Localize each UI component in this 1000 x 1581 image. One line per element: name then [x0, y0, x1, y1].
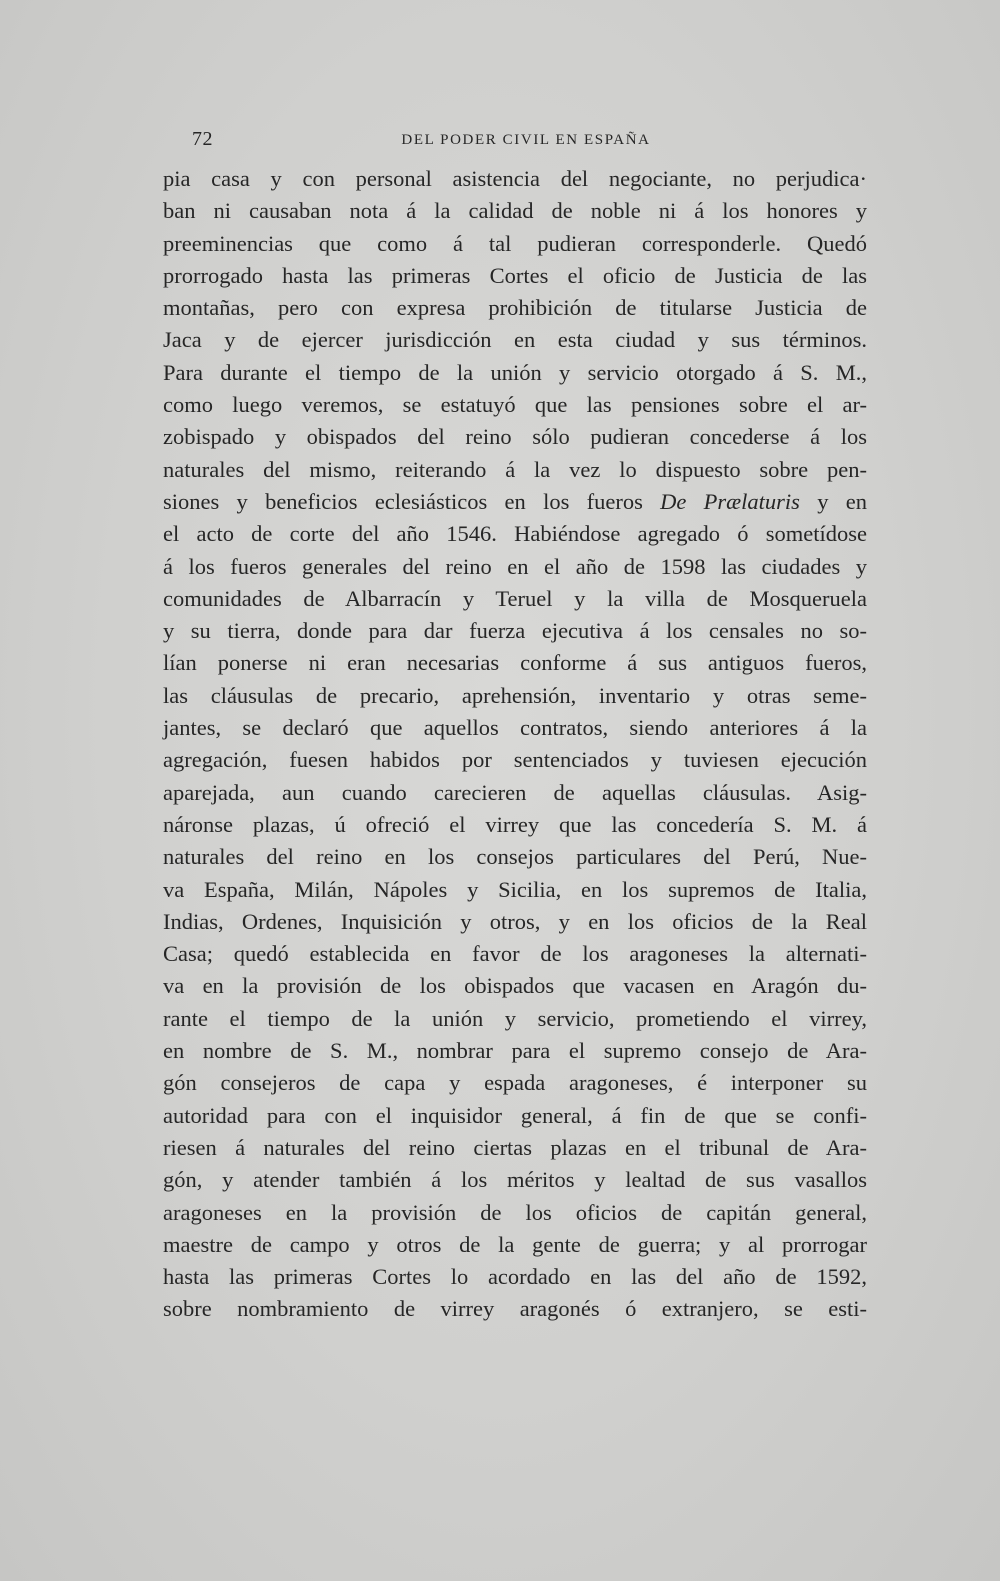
text-line: zobispado y obispados del reino sólo pudieran concederse á los — [163, 424, 867, 450]
text-line: Para durante el tiempo de la unión y servicio otorgado á S. M., — [163, 359, 867, 385]
running-title: DEL PODER CIVIL EN ESPAÑA — [401, 132, 651, 148]
text-line: riesen á naturales del reino ciertas plazas en el tribunal de Ara- — [163, 1134, 867, 1160]
text-line: sobre nombramiento de virrey aragonés ó extranjero, se esti- — [163, 1296, 867, 1322]
text-line: Casa; quedó establecida en favor de los aragoneses la alternati- — [163, 941, 867, 967]
text-line: gón consejeros de capa y espada aragoneses, é interponer su — [163, 1070, 867, 1096]
text-line: maestre de campo y otros de la gente de guerra; y al prorrogar — [163, 1231, 867, 1257]
text-line: gón, y atender también á los méritos y lealtad de sus vasallos — [163, 1167, 867, 1193]
text-line: autoridad para con el inquisidor general, á fin de que se confi- — [163, 1102, 867, 1128]
text-line: siones y beneficios eclesiásticos en los fueros De Prælaturis y en — [163, 488, 867, 514]
text-line: montañas, pero con expresa prohibición de titularse Justicia de — [163, 295, 867, 321]
page-number: 72 — [192, 128, 213, 150]
text-line: ban ni causaban nota á la calidad de noble ni á los honores y — [163, 198, 867, 224]
text-line: naturales del reino en los consejos particulares del Perú, Nue- — [163, 844, 867, 870]
text-line: jantes, se declaró que aquellos contratos, siendo anteriores á la — [163, 715, 867, 741]
text-line: comunidades de Albarracín y Teruel y la villa de Mosqueruela — [163, 585, 867, 611]
text-line: el acto de corte del año 1546. Habiéndose agregado ó sometídose — [163, 521, 867, 547]
text-line: prorrogado hasta las primeras Cortes el oficio de Justicia de las — [163, 262, 867, 288]
text-line: va en la provisión de los obispados que vacasen en Aragón du- — [163, 973, 867, 999]
text-line: aragoneses en la provisión de los oficios de capitán general, — [163, 1199, 867, 1225]
text-line: naturales del mismo, reiterando á la vez lo dispuesto sobre pen- — [163, 456, 867, 482]
text-line: hasta las primeras Cortes lo acordado en las del año de 1592, — [163, 1264, 867, 1290]
text-line: aparejada, aun cuando carecieren de aquellas cláusulas. Asig- — [163, 779, 867, 805]
italic-title: De Prælaturis — [660, 488, 800, 514]
text-line: preeminencias que como á tal pudieran corresponderle. Quedó — [163, 230, 867, 256]
text-line: pia casa y con personal asistencia del negociante, no perjudica· — [163, 166, 867, 191]
text-line: rante el tiempo de la unión y servicio, prometiendo el virrey, — [163, 1005, 867, 1031]
text-line: lían ponerse ni eran necesarias conforme á sus antiguos fueros, — [163, 650, 867, 676]
text-line: Jaca y de ejercer jurisdicción en esta ciudad y sus términos. — [163, 327, 867, 353]
text-line: las cláusulas de precario, aprehensión, inventario y otras seme- — [163, 682, 867, 708]
text-line: como luego veremos, se estatuyó que las pensiones sobre el ar- — [163, 392, 867, 418]
body-text — [163, 163, 867, 1326]
text-line: en nombre de S. M., nombrar para el supremo consejo de Ara- — [163, 1038, 867, 1064]
text-line: á los fueros generales del reino en el año de 1598 las ciudades y — [163, 553, 867, 579]
text-line: Indias, Ordenes, Inquisición y otros, y en los oficios de la Real — [163, 908, 867, 934]
text-line: y su tierra, donde para dar fuerza ejecutiva á los censales no so- — [163, 618, 867, 644]
text-line: va España, Milán, Nápoles y Sicilia, en los supremos de Italia, — [163, 876, 867, 902]
text-line: náronse plazas, ú ofreció el virrey que las concedería S. M. á — [163, 811, 867, 837]
running-head — [192, 128, 860, 160]
text-line: agregación, fuesen habidos por sentenciados y tuviesen ejecución — [163, 747, 867, 773]
